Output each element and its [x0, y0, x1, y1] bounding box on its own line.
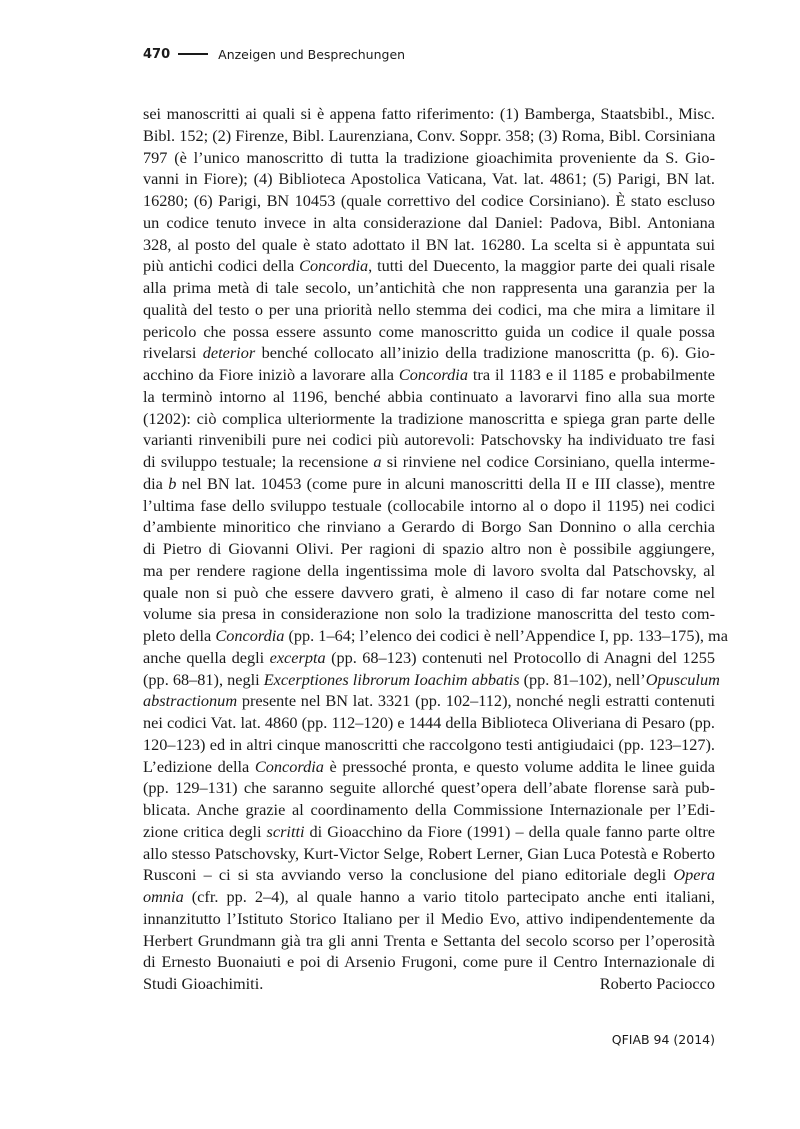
journal-footer: QFIAB 94 (2014)	[611, 1032, 715, 1047]
text-line	[143, 364, 715, 386]
text-segment: (pp. 68–81), negli	[143, 669, 264, 689]
text-segment: 16280; (6) Parigi, BN 10453 (quale correttivo del codice Corsiniano). È stato escluso	[143, 191, 715, 210]
text-segment: nei codici Vat. lat. 4860 (pp. 112–120) e 1444 della Biblioteca Oliveriana di Pesaro (pp.	[143, 713, 715, 732]
review-body	[143, 103, 728, 995]
text-segment: (pp. 68–123) contenuti nel Protocollo di Anagni del 1255	[325, 647, 715, 667]
italic-segment: Concordia	[254, 756, 324, 776]
text-line	[143, 321, 715, 343]
italic-segment: Opusculum	[645, 669, 720, 689]
text-line	[143, 930, 715, 952]
text-line	[143, 190, 715, 212]
italic-segment: scritti	[266, 821, 305, 841]
text-segment: Bibl. 152; (2) Firenze, Bibl. Laurenziana, Conv. Soppr. 358; (3) Roma, Bibl. Corsiniana	[143, 125, 716, 145]
text-segment: (pp. 81–102), nell’	[519, 669, 646, 689]
italic-segment: a	[373, 452, 382, 471]
text-segment: qualità del testo o per una priorità nello stemma dei codici, ma che mira a limitare il	[143, 299, 715, 319]
text-line	[143, 495, 715, 517]
text-line	[143, 560, 715, 582]
text-line	[143, 843, 715, 865]
text-line	[143, 168, 715, 190]
text-line	[143, 908, 715, 930]
text-segment: blicata. Anche grazie al coordinamento della Commissione Internazionale per l’Edi-	[143, 800, 715, 819]
running-title: Anzeigen und Besprechungen	[218, 46, 406, 62]
italic-segment: excerpta	[269, 647, 326, 667]
text-line	[143, 864, 715, 886]
italic-segment: b	[168, 473, 177, 493]
author-signature: Roberto Paciocco	[599, 974, 715, 993]
text-segment: 120–123) ed in altri cinque manoscritti che raccolgono testi antigiudaici (pp. 123–127).	[143, 734, 715, 754]
text-line	[143, 886, 715, 908]
text-segment: di sviluppo testuale; la recensione	[143, 452, 374, 471]
text-segment: pleto della	[143, 626, 216, 645]
text-line	[143, 473, 715, 495]
text-segment: alla prima metà di tale secolo, un’antichità che non rappresenta una garanzia per la	[143, 278, 715, 297]
text-line	[143, 234, 715, 256]
text-segment: Rusconi – ci si sta avviando verso la conclusione del piano editoriale degli	[143, 865, 674, 885]
text-segment: si rinviene nel codice Corsiniano, quella interme-	[381, 452, 715, 471]
text-segment: di Ernesto Buonaiuti e poi di Arsenio Frugoni, come pure il Centro Internazionale di	[143, 952, 715, 972]
text-line	[143, 799, 715, 821]
italic-segment: Concordia	[215, 626, 285, 645]
text-segment: di Gioacchino da Fiore (1991) – della quale fanno parte oltre	[304, 821, 715, 841]
text-segment: vanni in Fiore); (4) Biblioteca Apostolica Vaticana, Vat. lat. 4861; (5) Parigi, BN lat.	[143, 169, 715, 189]
text-segment: rivelarsi	[143, 343, 203, 363]
closing-line	[143, 973, 715, 995]
text-segment: più antichi codici della	[143, 256, 300, 276]
text-segment: sei manoscritti ai quali si è appena fatto riferimento: (1) Bamberga, Staatsbibl., Misc.	[143, 104, 715, 123]
text-segment: (cfr. pp. 2–4), al quale hanno a vario titolo partecipato anche enti italiani,	[183, 887, 715, 906]
text-line	[143, 451, 715, 473]
text-line	[143, 212, 715, 234]
text-segment: dia	[143, 473, 169, 493]
text-line	[143, 690, 715, 712]
text-segment: 797 (è l’unico manoscritto di tutta la tradizione gioachimita proveniente da S. Gio-	[143, 147, 715, 167]
text-segment: un codice tenuto invece in alta considerazione dal Daniel: Padova, Bibl. Antoniana	[143, 212, 715, 232]
text-line	[143, 777, 715, 799]
page-number: 470	[143, 46, 171, 62]
text-segment: tra il 1183 e il 1185 e probabilmente	[467, 365, 715, 384]
text-segment: di Pietro di Giovanni Olivi. Per ragioni di spazio altro non è possibile aggiungere,	[143, 539, 715, 558]
text-segment: ma per rendere ragione della ingentissima mole di lavoro svolta dal Patschovsky, al	[143, 560, 715, 580]
text-segment: d’ambiente minoritico che rinviano a Gerardo di Borgo San Donnino o alla cerchia	[143, 517, 715, 537]
text-line	[143, 277, 715, 299]
text-line	[143, 299, 715, 321]
text-line	[143, 125, 715, 147]
text-line	[143, 342, 715, 364]
italic-segment: Excerptiones librorum Ioachim abbatis	[263, 669, 520, 689]
text-segment: pericolo che possa essere assunto come manoscritto guida un codice il quale possa	[143, 321, 715, 341]
text-line	[143, 603, 715, 625]
text-segment: anche quella degli	[143, 647, 270, 667]
text-segment: Herbert Grundmann già tra gli anni Trenta e Settanta del secolo scorso per l’operosità	[143, 930, 715, 950]
text-segment: quale non si può che essere davvero grati, è almeno il caso di far notare come nel	[143, 582, 715, 602]
text-segment: è pressoché pronta, e questo volume addita le linee guida	[323, 756, 715, 776]
text-segment: l’ultima fase dello sviluppo testuale (collocabile intorno al o dopo il 1195) nei codici	[143, 495, 715, 515]
text-line	[143, 734, 715, 756]
text-line	[143, 647, 715, 669]
text-line	[143, 255, 715, 277]
text-segment: zione critica degli	[143, 821, 267, 841]
text-segment: presente nel BN lat. 3321 (pp. 102–112), nonché negli estratti contenuti	[237, 691, 715, 711]
text-segment: benché collocato all’inizio della tradizione manoscritta (p. 6). Gio-	[255, 343, 715, 363]
text-segment: , tutti del Duecento, la maggior parte dei quali risale	[368, 256, 715, 276]
text-segment: acchino da Fiore iniziò a lavorare alla	[143, 365, 399, 384]
text-line	[143, 756, 715, 778]
text-line	[143, 669, 720, 691]
text-segment: (pp. 129–131) che saranno seguite allorché quest’opera dell’abate florense sarà pub-	[143, 778, 715, 798]
text-line	[143, 625, 728, 647]
text-segment: L’edizione della	[143, 756, 255, 776]
italic-segment: Concordia	[398, 365, 468, 384]
text-line	[143, 516, 715, 538]
italic-segment: abstractionum	[143, 691, 238, 711]
italic-segment: deterior	[202, 343, 256, 363]
text-line	[143, 147, 715, 169]
text-line	[143, 821, 715, 843]
text-segment: innanzitutto l’Istituto Storico Italiano per il Medio Evo, attivo indipendentemente da	[143, 908, 715, 928]
italic-segment: Opera	[673, 865, 715, 885]
italic-segment: omnia	[143, 887, 184, 906]
text-segment: (1202): ciò complica ulteriormente la tradizione manoscritta e spiega gran parte delle	[143, 408, 715, 428]
text-line	[143, 538, 715, 560]
text-segment: la terminò intorno al 1196, benché abbia continuato a lavorarvi fino alla sua morte	[143, 386, 715, 406]
text-segment: 328, al posto del quale è stato adottato il BN lat. 16280. La scelta si è appuntata sui	[143, 234, 715, 254]
text-line	[143, 386, 715, 408]
header-rule	[178, 53, 208, 55]
text-line	[143, 582, 715, 604]
text-line	[143, 429, 715, 451]
text-segment: varianti rinvenibili pure nei codici più autorevoli: Patschovsky ha individuato tre fasi	[143, 430, 715, 450]
text-segment: volume sia presa in considerazione non solo la tradizione manoscritta del testo com-	[143, 604, 715, 624]
text-line	[143, 103, 715, 125]
text-line	[143, 712, 715, 734]
italic-segment: Concordia	[299, 256, 369, 276]
text-segment: nel BN lat. 10453 (come pure in alcuni manoscritti della II e III classe), mentre	[176, 473, 715, 493]
text-line	[143, 951, 715, 973]
final-text: Studi Gioachimiti.	[143, 974, 264, 993]
text-segment: (pp. 1–64; l’elenco dei codici è nell’Appendice I, pp. 133–175), ma	[284, 626, 728, 645]
running-header	[143, 44, 405, 64]
text-line	[143, 408, 715, 430]
text-segment: allo stesso Patschovsky, Kurt-Victor Selge, Robert Lerner, Gian Luca Potestà e Roberto	[143, 843, 715, 863]
